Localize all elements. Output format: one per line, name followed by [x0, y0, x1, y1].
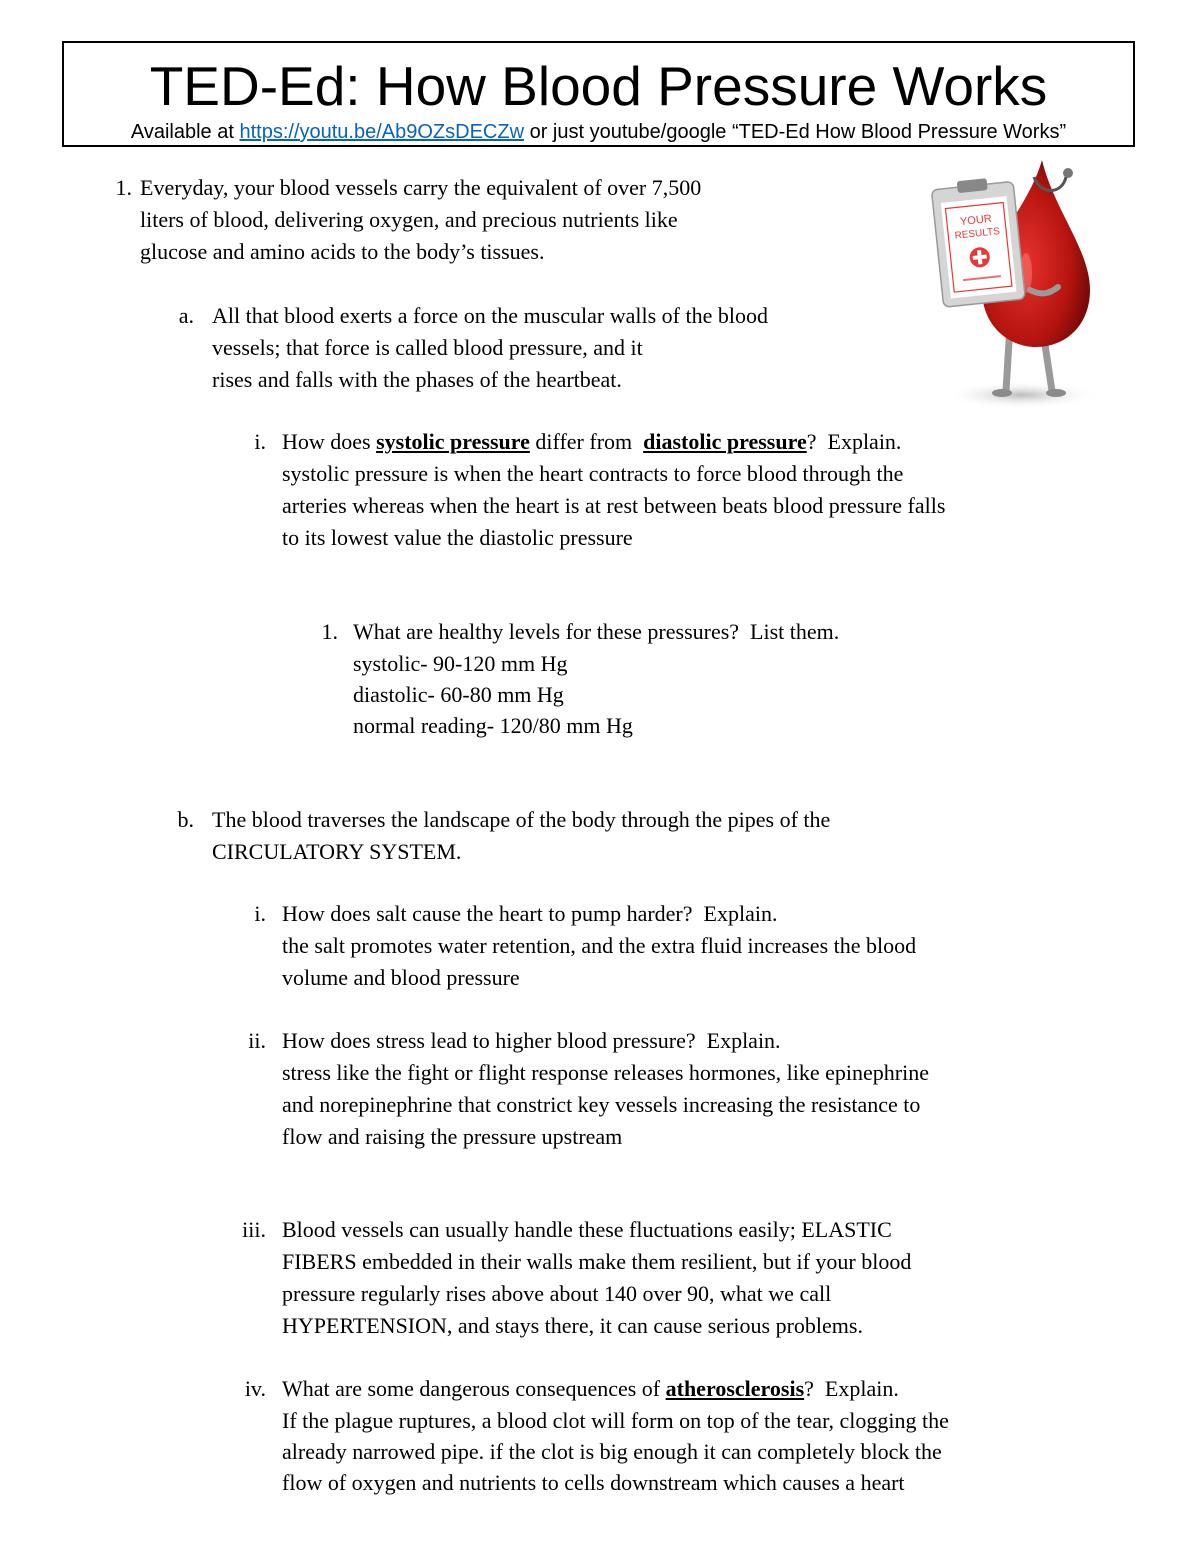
q1-text-line: liters of blood, delivering oxygen, and precious nutrients like: [140, 207, 678, 232]
left-foot: [992, 389, 1012, 397]
q1ai-answer-line: arteries whereas when the heart is at rest between beats blood pressure falls: [282, 493, 946, 518]
q1ai-answer-line: to its lowest value the diastolic pressure: [282, 525, 633, 550]
q1biv-answer-line: flow of oxygen and nutrients to cells downstream which causes a heart: [282, 1470, 905, 1495]
q1bi-numeral: i.: [254, 901, 266, 926]
q1a-text-line: rises and falls with the phases of the heartbeat.: [212, 367, 622, 392]
q1ai-q-suffix: ? Explain.: [806, 429, 902, 454]
q1bi-answer-line: volume and blood pressure: [282, 965, 520, 990]
systolic-pressure-term: systolic pressure: [376, 429, 530, 454]
q1biv-numeral: iv.: [244, 1376, 266, 1401]
available-prefix: Available at: [130, 121, 234, 143]
blood-drop-clipboard-illustration: [930, 155, 1100, 415]
q1bii-answer-line: and norepinephrine that constrict key vessels increasing the resistance to: [282, 1092, 921, 1117]
q1bii-numeral: ii.: [248, 1028, 266, 1053]
q1a-letter: a.: [178, 303, 194, 328]
available-suffix: or just youtube/google “TED-Ed How Blood Pressure Works”: [529, 121, 1067, 143]
q1biii-text-line: FIBERS embedded in their walls make them resilient, but if your blood: [282, 1249, 912, 1274]
diastolic-pressure-term: diastolic pressure: [643, 429, 807, 454]
right-foot: [1046, 389, 1066, 397]
q1bii-answer-line: flow and raising the pressure upstream: [282, 1124, 623, 1149]
q1-number: 1.: [115, 175, 132, 200]
q1bi-answer-line: the salt promotes water retention, and the extra fluid increases the blood: [282, 933, 917, 958]
q1a-text-line: All that blood exerts a force on the muscular walls of the blood: [212, 303, 768, 328]
q1b-text-line: The blood traverses the landscape of the body through the pipes of the: [212, 807, 831, 832]
clipboard-text-1: YOUR: [959, 212, 993, 229]
q1ai-question: [282, 426, 901, 458]
stethoscope-head: [1063, 168, 1073, 178]
q1biii-text-line: pressure regularly rises above about 140 over 90, what we call: [282, 1281, 832, 1306]
clipboard-text-2: RESULTS: [954, 226, 1001, 242]
q1biv-q-suffix: ? Explain.: [804, 1376, 899, 1401]
q1-text-line: glucose and amino acids to the body’s tissues.: [140, 239, 545, 264]
q1biv-answer-line: If the plague ruptures, a blood clot will form on top of the tear, clogging the: [282, 1408, 949, 1433]
q1ai-numeral: i.: [254, 429, 266, 454]
q1ai1-answer-line: normal reading- 120/80 mm Hg: [353, 713, 633, 738]
q1biii-numeral: iii.: [242, 1217, 266, 1242]
q1b-text-line: CIRCULATORY SYSTEM.: [212, 839, 462, 864]
q1b-letter: b.: [177, 807, 194, 832]
q1bi-question: How does salt cause the heart to pump harder? Explain.: [282, 901, 778, 926]
q1a-text-line: vessels; that force is called blood pressure, and it: [212, 335, 643, 360]
q1bii-answer-line: stress like the fight or flight response releases hormones, like epinephrine: [282, 1060, 929, 1085]
q1biv-answer-line: already narrowed pipe. if the clot is big enough it can completely block the: [282, 1439, 942, 1464]
q1biii-text-line: HYPERTENSION, and stays there, it can cause serious problems.: [282, 1313, 863, 1338]
atherosclerosis-term: atherosclerosis: [665, 1376, 805, 1401]
q1ai-q-prefix: How does: [282, 429, 377, 454]
q1biv-q-prefix: What are some dangerous consequences of: [282, 1376, 666, 1401]
q1ai1-number: 1.: [321, 619, 338, 644]
page-title: TED-Ed: How Blood Pressure Works: [149, 55, 1048, 117]
q1ai-q-mid: differ from: [529, 429, 644, 454]
source-line: [64, 120, 1133, 144]
q1ai1-answer-line: systolic- 90-120 mm Hg: [353, 651, 568, 676]
clipboard: [931, 175, 1026, 307]
floor-shadow: [944, 381, 1100, 409]
q1ai1-answer-line: diastolic- 60-80 mm Hg: [353, 682, 564, 707]
q1ai1-question: What are healthy levels for these pressures? List them.: [353, 619, 840, 644]
video-link[interactable]: https://youtu.be/Ab9OZsDECZw: [239, 121, 525, 143]
q1ai-answer-line: systolic pressure is when the heart contracts to force blood through the: [282, 461, 904, 486]
q1-text-line: Everyday, your blood vessels carry the equivalent of over 7,500: [140, 175, 702, 200]
q1biv-question: [282, 1373, 899, 1405]
q1bii-question: How does stress lead to higher blood pressure? Explain.: [282, 1028, 781, 1053]
title-box: [62, 41, 1135, 147]
q1biii-text-line: Blood vessels can usually handle these fluctuations easily; ELASTIC: [282, 1217, 892, 1242]
